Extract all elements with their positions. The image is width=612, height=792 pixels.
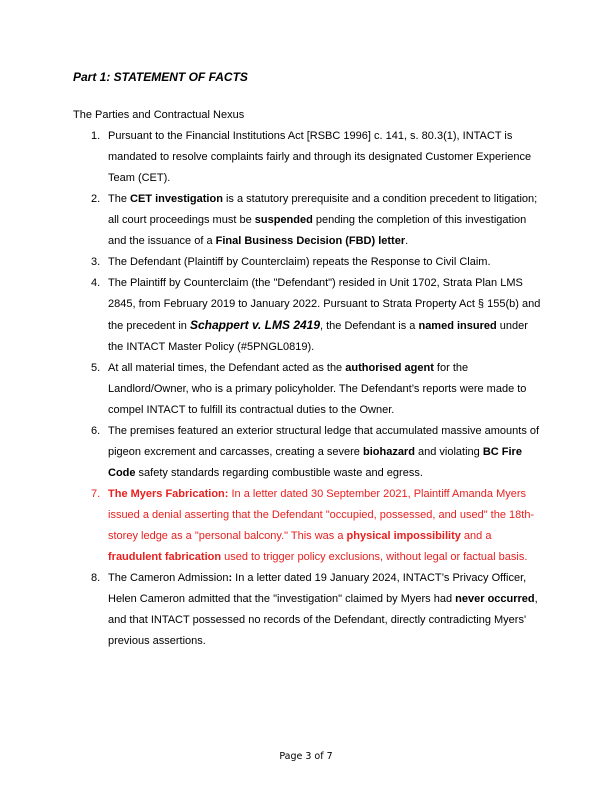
fact-item xyxy=(73,568,543,652)
fact-text: and violating xyxy=(414,446,483,458)
fact-text: pending the completion of this investigation and the issuance of a xyxy=(108,214,527,247)
fact-text: Final Business Decision (FBD) letter xyxy=(215,235,406,247)
fact-text: never occurred xyxy=(455,593,535,605)
fact-number: 6. xyxy=(91,425,101,437)
fact-text: At all material times, the Defendant acted as the xyxy=(108,362,346,374)
fact-text: is a statutory prerequisite and a condition precedent to litigation; all court proceedings must be xyxy=(108,193,538,226)
section-heading: Part 1: STATEMENT OF FACTS xyxy=(73,70,248,84)
fact-number: 5. xyxy=(91,362,101,374)
fact-text: biohazard xyxy=(362,446,415,458)
fact-number: 3. xyxy=(91,256,101,268)
facts-list xyxy=(73,126,543,652)
fact-number: 8. xyxy=(91,572,101,584)
fact-item xyxy=(73,421,543,484)
fact-text: : xyxy=(228,572,233,584)
fact-text: authorised agent xyxy=(345,362,434,374)
fact-text: named insured xyxy=(418,320,497,332)
fact-number: 4. xyxy=(91,277,101,289)
fact-text: and a xyxy=(460,530,492,542)
fact-text: The Cameron Admission xyxy=(108,572,229,584)
fact-item xyxy=(73,484,543,568)
fact-text: Pursuant to the Financial Institutions Act [RSBC 1996] c. 141, s. 80.3(1), INTACT is mandated to resolve complaints fairly and through its designated Customer Experience Team (CET). xyxy=(108,130,532,184)
fact-text: The Plaintiff by Counterclaim (the "Defendant") resided in Unit 1702, Strata Plan LMS 2845, from February 2019 to January 2022. Pursuant to Strata Property Act § 155(b) and the precedent in xyxy=(108,277,541,332)
fact-item xyxy=(73,189,543,252)
fact-text: The Myers Fabrication: xyxy=(108,488,229,500)
page-footer: Page 3 of 7 xyxy=(279,751,333,762)
fact-text: The premises featured an exterior structural ledge that accumulated massive amounts of pigeon excrement and carcasses, creating a severe xyxy=(108,425,540,458)
fact-text: safety standards regarding combustible waste and egress. xyxy=(135,467,423,479)
fact-item xyxy=(73,358,543,421)
fact-text: under the INTACT Master Policy (#5PNGL0819). xyxy=(108,320,528,353)
subheading: The Parties and Contractual Nexus xyxy=(73,109,245,121)
fact-text: used to trigger policy exclusions, without legal or factual basis. xyxy=(221,551,528,563)
fact-text: suspended xyxy=(254,214,313,226)
fact-item xyxy=(73,126,543,189)
fact-text: . xyxy=(405,235,409,247)
fact-text: CET investigation xyxy=(130,193,223,205)
fact-number: 7. xyxy=(91,488,101,500)
fact-item xyxy=(73,252,543,273)
fact-text: for the Landlord/Owner, who is a primary policyholder. The Defendant’s reports were made to compel INTACT to fulfill its contractual duties to the Owner. xyxy=(108,362,527,416)
fact-text: fraudulent fabrication xyxy=(108,551,222,563)
fact-text: The xyxy=(108,193,131,205)
fact-text: In a letter dated 19 January 2024, INTACT’s Privacy Officer, Helen Cameron admitted that the "investigation" claimed by Myers had xyxy=(108,572,527,605)
fact-item xyxy=(73,273,543,358)
fact-text: , and that INTACT possessed no records of the Defendant, directly contradicting Myers' previous assertions. xyxy=(108,593,538,647)
fact-number: 2. xyxy=(91,193,101,205)
fact-text: In a letter dated 30 September 2021, Plaintiff Amanda Myers issued a denial asserting that the Defendant "occupied, possessed, and used" the 18th-storey ledge as a "personal balcony." This was a xyxy=(108,488,535,542)
fact-text: , the Defendant is a xyxy=(320,320,419,332)
fact-text: Schappert v. LMS 2419 xyxy=(189,318,321,332)
fact-text: physical impossibility xyxy=(346,530,461,542)
fact-text: The Defendant (Plaintiff by Counterclaim) repeats the Response to Civil Claim. xyxy=(108,256,491,268)
fact-text: BC Fire Code xyxy=(108,446,522,479)
fact-number: 1. xyxy=(91,130,101,142)
